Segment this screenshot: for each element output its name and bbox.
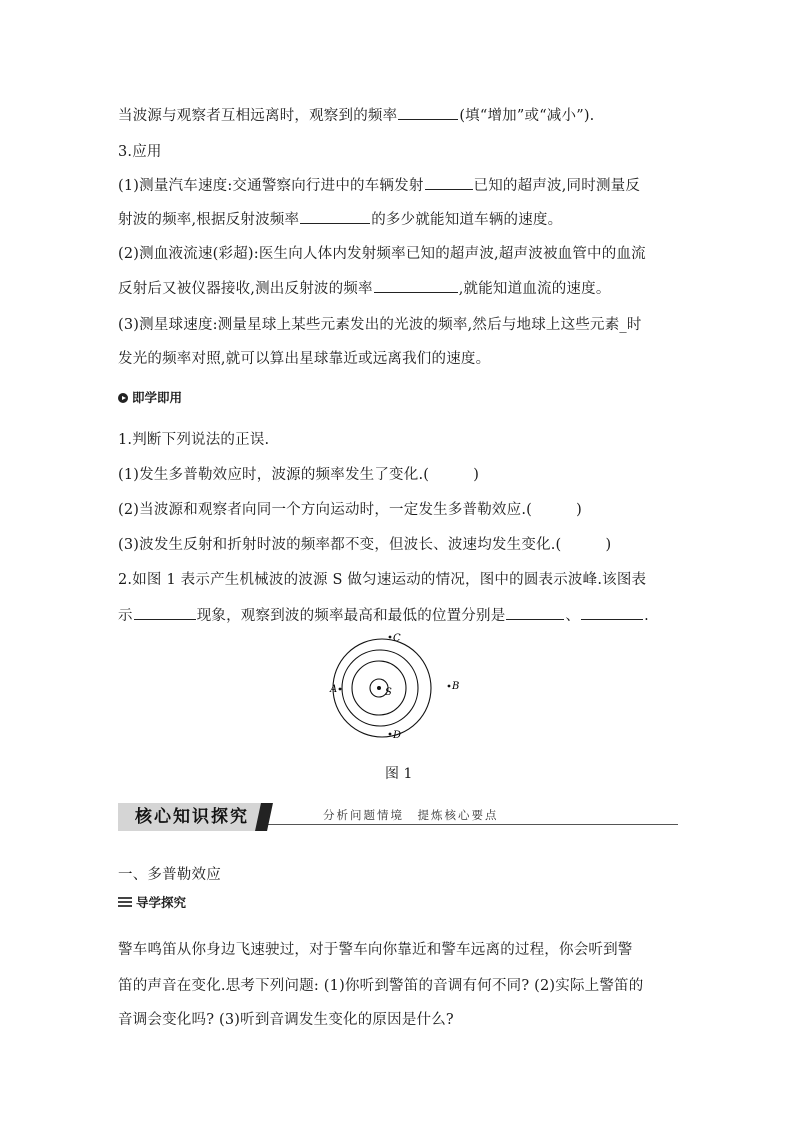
point-a-dot [339,688,342,691]
text-fragment: . [644,608,649,624]
section-banner [118,803,678,831]
figure-caption: 图 1 [385,766,413,782]
play-circle-icon [118,393,128,403]
text-fragment: (1)测量汽车速度:交通警察向行进中的车辆发射 [118,178,424,194]
label-a: A [330,684,338,695]
text-fragment: 的多少就能知道车辆的速度。 [371,212,563,228]
text-fragment: (填“增加”或“减小”). [459,108,595,124]
guide-label-text: 导学探究 [136,895,187,910]
text-line [118,104,595,125]
question-line: 2.如图 1 表示产生机械波的波源 S 做匀速运动的情况，图中的圆表示波峰.该图表 [118,572,647,588]
banner-title: 核心知识探究 [118,803,266,831]
point-d-dot [389,733,392,736]
label-d: D [393,730,402,741]
fill-blank [300,211,370,224]
label-s: S [385,687,392,698]
text-line [118,277,611,298]
question-line: (3)波发生反射和折射时波的频率都不变，但波长、波速均发生变化.( ) [118,537,612,553]
body-line: 警车鸣笛从你身边飞速驶过，对于警车向你靠近和警车远离的过程，你会听到警 [118,942,633,958]
point-c-dot [389,636,392,639]
text-fragment: 反射后又被仪器接收,测出反射波的频率 [118,281,373,297]
question-line: (2)当波源和观察者向同一个方向运动时，一定发生多普勒效应.( ) [118,502,582,518]
text-fragment: 当波源与观察者互相远离时，观察到的频率 [118,108,398,124]
question-line [118,604,649,625]
doppler-figure [320,630,470,745]
question-line: 1.判断下列说法的正误. [118,432,270,448]
body-line: 笛的声音在变化.思考下列问题: (1)你听到警笛的音调有何不同? (2)实际上警笛的 [118,978,644,994]
text-fragment: 、 [565,608,581,624]
section-label [118,388,182,406]
text-line [118,174,640,195]
section-label-text: 即学即用 [132,390,183,405]
text-fragment: 已知的超声波,同时测量反 [473,178,641,194]
text-line: (2)测血液流速(彩超):医生向人体内发射频率已知的超声波,超声波被血管中的血流 [118,246,646,262]
text-line: 发光的频率对照,就可以算出星球靠近或远离我们的速度。 [118,351,491,367]
point-b-dot [448,685,451,688]
question-line: (1)发生多普勒效应时，波源的频率发生了变化.( ) [118,467,480,483]
banner-subtitle: 分析问题情境 提炼核心要点 [323,808,499,822]
text-line: (3)测星球速度:测量星球上某些元素发出的光波的频率,然后与地球上这些元素_时 [118,317,642,333]
text-fragment: 现象，观察到波的频率最高和最低的位置分别是 [196,608,506,624]
fill-blank [134,607,196,620]
fill-blank [374,280,458,293]
section-heading: 一、多普勒效应 [118,867,221,883]
wave-circles-diagram [320,630,470,745]
label-b: B [452,681,460,692]
text-line [118,208,562,229]
text-fragment: 示 [118,608,133,624]
text-fragment: 射波的频率,根据反射波频率 [118,212,300,228]
banner-rule [268,824,678,825]
fill-blank [398,107,458,120]
heading-apply: 3.应用 [118,144,162,160]
body-line: 音调会变化吗? (3)听到音调发生变化的原因是什么? [118,1012,454,1028]
fill-blank [425,177,473,190]
list-icon [118,896,132,908]
guide-label [118,893,186,911]
text-fragment: ,就能知道血流的速度。 [458,281,611,297]
fill-blank [506,607,564,620]
label-c: C [393,633,401,644]
fill-blank [581,607,643,620]
source-dot [377,686,381,690]
